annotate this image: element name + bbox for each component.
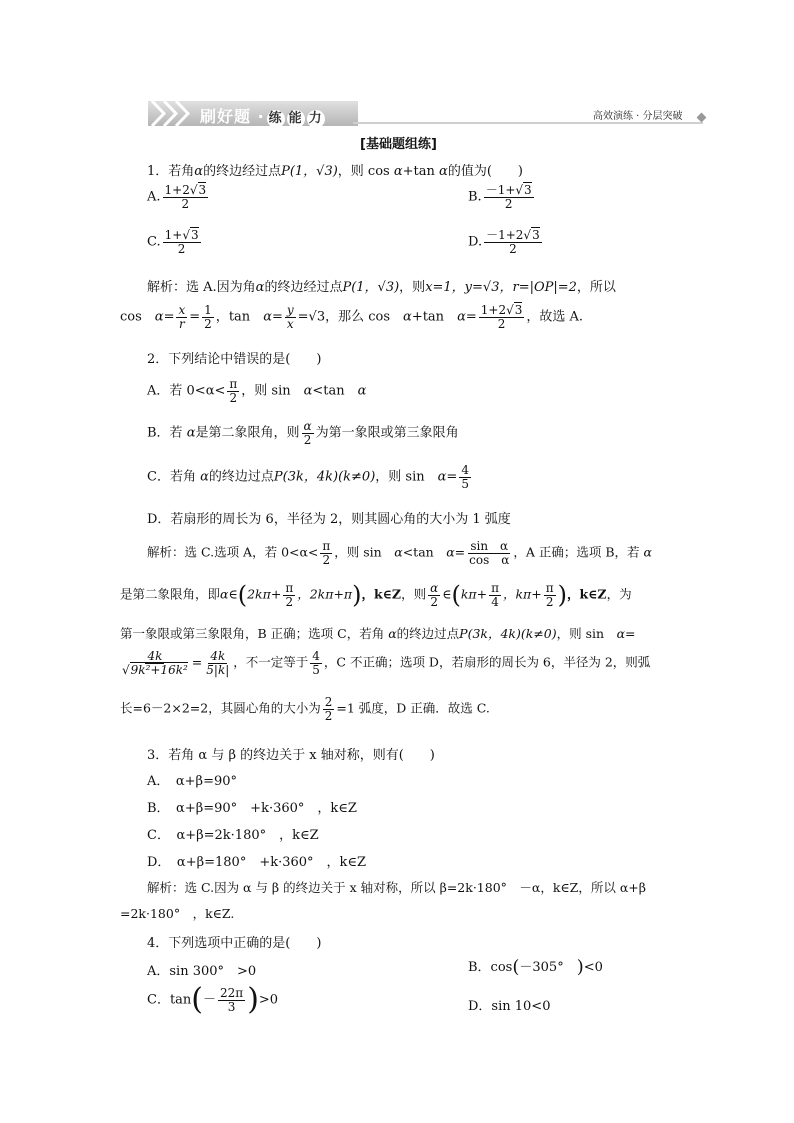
q2-option-d: D．若扇形的周长为 6，半径为 2，则其圆心角的大小为 1 弧度 <box>147 512 511 527</box>
q2-option-b: B．若 α是第二象限角，则 $\frac{\alpha}{2}$ 为第一象限或第三象限角 <box>147 419 459 447</box>
q4-option-a: A．sin 300° >0 <box>147 964 257 979</box>
header-title-text: 刷好题 · <box>200 107 265 126</box>
q2-stem: 2．下列结论中错误的是( ) <box>147 352 322 367</box>
q4-stem: 4．下列选项中正确的是( ) <box>147 936 322 951</box>
q2-option-a: A．若 0<α< $\frac{\pi}{2}$ ，则 sin α<tan α <box>147 377 367 405</box>
q4-option-d: D．sin 10<0 <box>468 999 551 1014</box>
header-title <box>200 104 325 128</box>
section-title: [基础题组练] <box>360 137 437 152</box>
q2-option-c: C．若角 α的终边过点P(3k，4k)(k≠0)，则 sin α= $\frac{4}{5}$ <box>147 463 469 491</box>
header-rule <box>353 122 703 124</box>
q4-option-c: C．tan(－ $\frac{22\pi}{3}$ )>0 <box>147 982 279 1017</box>
circle-char-3: 力 <box>308 111 323 126</box>
q4-option-b: B．cos(－305° )<0 <box>468 956 603 978</box>
q2-solution-line3: 第一象限或第三象限角，B 正确；选项 C，若角 α的终边过点P(3k，4k)(k≠0)，则 sin α= <box>120 626 636 641</box>
q2-solution-line5: 长=6－2×2=2，其圆心角的大小为 $\frac{2}{2}$ =1 弧度，D 正确．故选 C. <box>120 695 490 723</box>
q1-option-a: A. $\frac{1+2√3}{2}$ <box>147 183 207 211</box>
q1-stem: 1．若角α的终边经过点P(1，√3)，则 cos α+tan α的值为( ) <box>147 164 523 179</box>
q3-solution-line1: 解析：选 C.因为 α 与 β 的终边关于 x 轴对称，所以 β=2k·180° －α，k∈Z，所以 α+β <box>147 880 646 895</box>
header-banner <box>148 101 358 126</box>
chevron-arrows-icon <box>148 101 196 126</box>
page-header <box>148 101 708 127</box>
q3-option-d: D． α+β=180° +k·360° ，k∈Z <box>147 855 367 870</box>
q1-option-d: D. $\frac{-1+2√3}{2}$ <box>468 228 540 256</box>
q2-solution-line2: 是第二象限角，即α∈(2kπ+ $\frac{\pi}{2}$ ，2kπ+π)，k∈Z，则 $\frac{\alpha}{2}$ ∈(kπ+ $\frac{\pi}{4}$ ，kπ+ $\frac{\pi}{2}$ )，k∈Z，为 <box>120 581 632 610</box>
q1-option-c: C. $\frac{1+√3}{2}$ <box>147 228 199 256</box>
q2-solution-line4: $\frac{4k}{\text{√9k²+16k²}}$ = $\frac{4k}{5|k|}$ ，不一定等于 $\frac{4}{5}$ ，C 不正确；选项 D，若扇形的周长为 6，半径为 2，则弧 <box>122 649 651 677</box>
q1-option-b: B. $\frac{-1+√3}{2}$ <box>468 183 532 211</box>
q3-solution-line2: =2k·180° ，k∈Z. <box>120 906 235 921</box>
q3-option-c: C． α+β=2k·180° ，k∈Z <box>147 828 319 843</box>
q3-stem: 3．若角 α 与 β 的终边关于 x 轴对称，则有( ) <box>147 748 435 763</box>
circle-char-2: 能 <box>288 111 303 126</box>
diamond-icon <box>697 113 707 123</box>
q3-option-b: B． α+β=90° +k·360° ，k∈Z <box>147 801 357 816</box>
q1-solution-line2: cos α= $\frac{x}{r}$ = $\frac{1}{2}$ ，tan α= $\frac{y}{x}$ =√3，那么 cos α+tan α= $\frac{1+2√3}{2}$ ，故选 A. <box>120 303 584 331</box>
q2-solution-line1: 解析：选 C.选项 A，若 0<α< $\frac{\pi}{2}$ ，则 sin α<tan α= $\frac{\text{sin α}}{\text{cos α}}$ ，A 正确；选项 B，若 α <box>147 539 652 567</box>
circle-char-1: 练 <box>268 111 283 126</box>
q3-option-a: A． α+β=90° <box>147 774 238 789</box>
q1-solution-line1: 解析：选 A.因为角α的终边经过点P(1，√3)，则x=1，y=√3，r=|OP|=2，所以 <box>147 280 616 295</box>
header-subtitle: 高效演练 · 分层突破 <box>593 111 683 122</box>
